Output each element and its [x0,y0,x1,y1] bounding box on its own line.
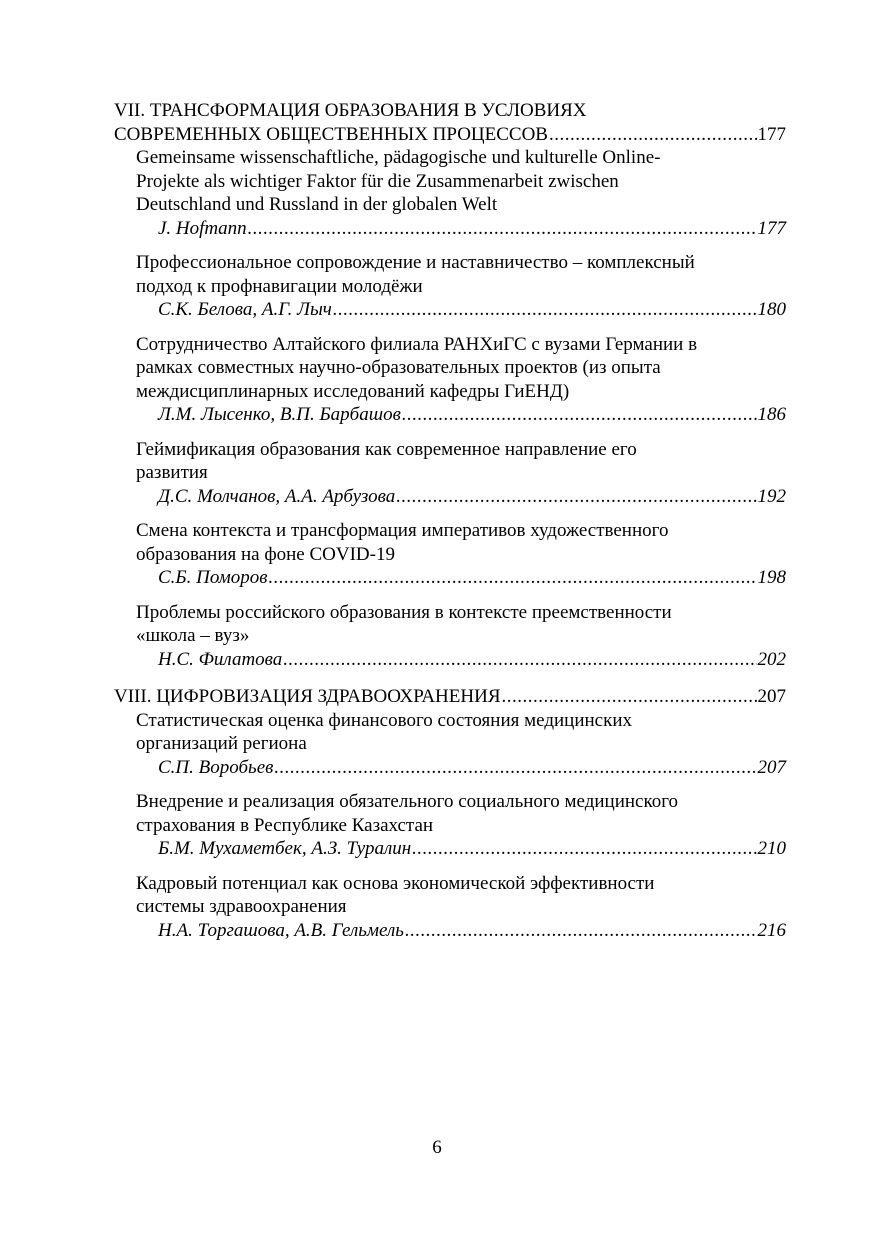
entry-title-line: Геймификация образования как современное направление его [136,438,637,460]
dot-leader [402,403,757,427]
entry-page-number: 207 [757,756,786,778]
entry-title-line: системы здравоохранения [136,896,347,917]
table-of-contents [114,99,786,942]
entry-authors: Б.М. Мухаметбек, А.З. Туралин [158,838,412,859]
entry-authors: Д.С. Молчанов, А.А. Арбузова [158,485,396,507]
section-title: VIII. ЦИФРОВИЗАЦИЯ ЗДРАВООХРАНЕНИЯ [114,686,501,707]
dot-leader [396,485,756,509]
entry-page-number: 177 [757,217,786,239]
toc-entry [114,872,786,943]
toc-entry [114,601,786,672]
entry-author-row [136,403,786,427]
entry-title-line: развития [136,462,208,483]
entry-author-row [136,566,786,590]
entry-authors: J. Hofmann [158,217,247,239]
section-title-line1: VII. ТРАНСФОРМАЦИЯ ОБРАЗОВАНИЯ В УСЛОВИЯХ [114,100,587,121]
section-title-line2-row [114,123,786,147]
entry-title-line: организаций региона [136,733,307,754]
section-title-line2: СОВРЕМЕННЫХ ОБЩЕСТВЕННЫХ ПРОЦЕССОВ [114,123,548,145]
entry-title-line: Сотрудничество Алтайского филиала РАНХиГС с вузами Германии в [136,333,698,355]
toc-entry [114,790,786,861]
entry-authors: Н.С. Филатова [158,648,283,670]
toc-section-7 [114,99,786,671]
entry-page-number: 192 [757,485,786,507]
entry-title-line: Deutschland und Russland in der globalen Welt [136,194,498,215]
toc-entry [114,251,786,322]
page-number: 6 [432,1137,442,1158]
entry-authors: Н.А. Торгашова, А.В. Гельмель [158,919,404,941]
entry-author-row [136,756,786,780]
entry-title-line: междисциплинарных исследований кафедры ГиЕНД) [136,380,570,402]
entry-title-line: Внедрение и реализация обязательного социального медицинского [136,791,679,812]
entry-authors: Л.М. Лысенко, В.П. Барбашов [158,404,401,425]
entry-author-row [136,298,786,322]
dot-leader [274,756,756,780]
toc-entry [114,146,786,240]
entry-title-line: подход к профнавигации молодёжи [136,275,423,297]
entry-title-line: Профессиональное сопровождение и наставничество – комплексный [136,252,695,273]
entry-author-row [136,217,786,241]
entry-title-line: Кадровый потенциал как основа экономической эффективности [136,872,655,894]
dot-leader [502,685,757,709]
entry-author-row [136,648,786,672]
entry-page-number: 186 [757,404,786,425]
entry-authors: С.Б. Поморов [158,567,268,588]
section-page-number: 177 [757,123,786,145]
entry-title-line: образования на фоне COVID-19 [136,543,395,565]
toc-section-8 [114,685,786,942]
entry-title-line: Gemeinsame wissenschaftliche, pädagogische und kulturelle Online- [136,147,661,168]
entry-title-line: Статистическая оценка финансового состояния медицинских [136,709,632,731]
section-title-row [114,685,786,709]
dot-leader [333,298,757,322]
toc-entry [114,438,786,509]
dot-leader [248,217,757,241]
entry-title-line: «школа – вуз» [136,625,250,646]
entry-title-line: Смена контекста и трансформация императивов художественного [136,520,669,541]
dot-leader [269,566,757,590]
dot-leader [283,648,756,672]
dot-leader [412,837,756,861]
section-page-number: 207 [757,686,786,707]
entry-page-number: 210 [757,838,786,859]
toc-entry [114,519,786,590]
dot-leader [549,123,757,147]
entry-authors: С.П. Воробьев [158,756,274,778]
toc-entry [114,709,786,780]
entry-title-line: рамках совместных научно-образовательных проектов (из опыта [136,357,661,378]
toc-entry [114,333,786,427]
entry-title-line: Projekte als wichtiger Faktor für die Zusammenarbeit zwischen [136,170,619,192]
entry-author-row [136,837,786,861]
entry-title-line: Проблемы российского образования в контексте преемственности [136,601,672,623]
entry-page-number: 202 [757,648,786,670]
entry-page-number: 216 [757,919,786,941]
entry-page-number: 180 [757,299,786,320]
entry-author-row [136,485,786,509]
entry-title-line: страхования в Республике Казахстан [136,814,434,836]
entry-authors: С.К. Белова, А.Г. Лыч [158,299,332,320]
entry-author-row [136,919,786,943]
entry-page-number: 198 [757,567,786,588]
dot-leader [405,919,757,943]
